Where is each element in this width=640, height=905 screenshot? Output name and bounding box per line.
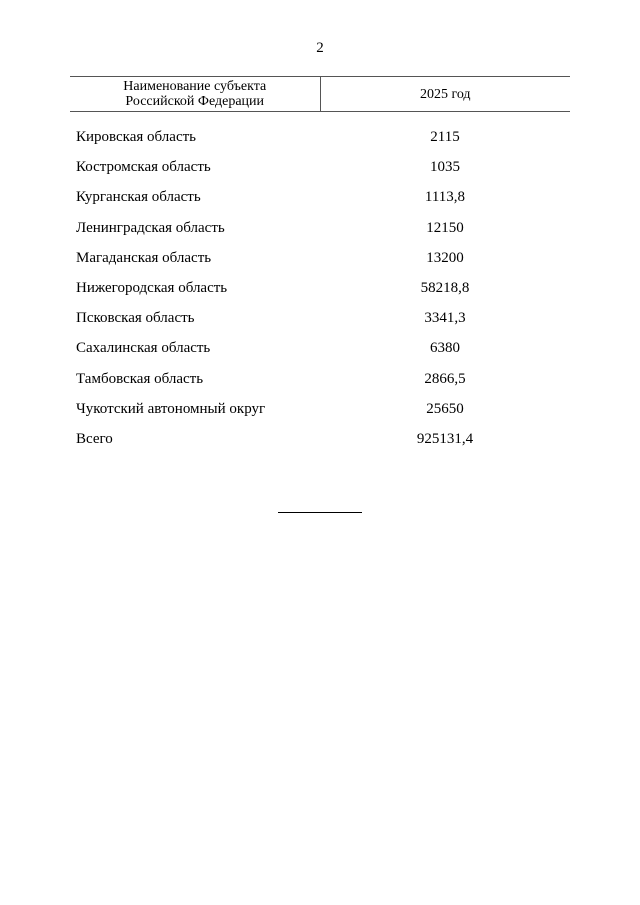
table-row	[70, 401, 570, 431]
row-subject-name: Тамбовская область	[76, 370, 204, 387]
table-header	[70, 76, 570, 112]
row-total-value: 925131,4	[416, 430, 474, 447]
table-row	[70, 189, 570, 219]
table-row-total	[70, 431, 570, 461]
row-subject-name: Ленинградская область	[76, 219, 225, 236]
table-row	[70, 280, 570, 310]
row-subject-name: Чукотский автономный округ	[76, 400, 266, 417]
row-value: 6380	[430, 340, 460, 357]
row-value: 2115	[430, 129, 460, 145]
table-row	[70, 310, 570, 340]
row-value: 2866,5	[424, 370, 466, 387]
row-subject-name: Псковская область	[76, 310, 195, 327]
table-row	[70, 220, 570, 250]
row-subject-name: Курганская область	[76, 189, 201, 206]
row-total-label: Всего	[76, 430, 113, 447]
row-subject-name: Магаданская область	[76, 249, 212, 266]
row-subject-name: Нижегородская область	[76, 279, 228, 296]
row-value: 3341,3	[424, 310, 466, 327]
table-row	[70, 159, 570, 189]
row-subject-name: Костромская область	[76, 159, 211, 176]
table-row	[70, 371, 570, 401]
row-subject-name: Сахалинская область	[76, 340, 211, 357]
allocation-table	[70, 76, 570, 461]
header-subject-name-line1: Наименование субъекта	[123, 79, 267, 94]
row-value: 13200	[426, 249, 464, 266]
row-value: 1113,8	[424, 189, 466, 206]
table-row	[70, 250, 570, 280]
table-row	[70, 129, 570, 159]
page-number: 2	[316, 40, 324, 56]
header-subject-name-line2: Российской Федерации	[125, 94, 265, 109]
row-value: 12150	[426, 219, 464, 236]
row-value: 58218,8	[420, 279, 470, 296]
header-year: 2025 год	[419, 86, 471, 102]
table-body	[70, 112, 570, 461]
row-value: 25650	[426, 400, 464, 417]
table-row	[70, 340, 570, 370]
row-subject-name: Кировская область	[76, 129, 197, 145]
header-subject-name	[70, 77, 321, 111]
row-value: 1035	[430, 159, 460, 176]
closing-divider-line	[278, 512, 362, 513]
